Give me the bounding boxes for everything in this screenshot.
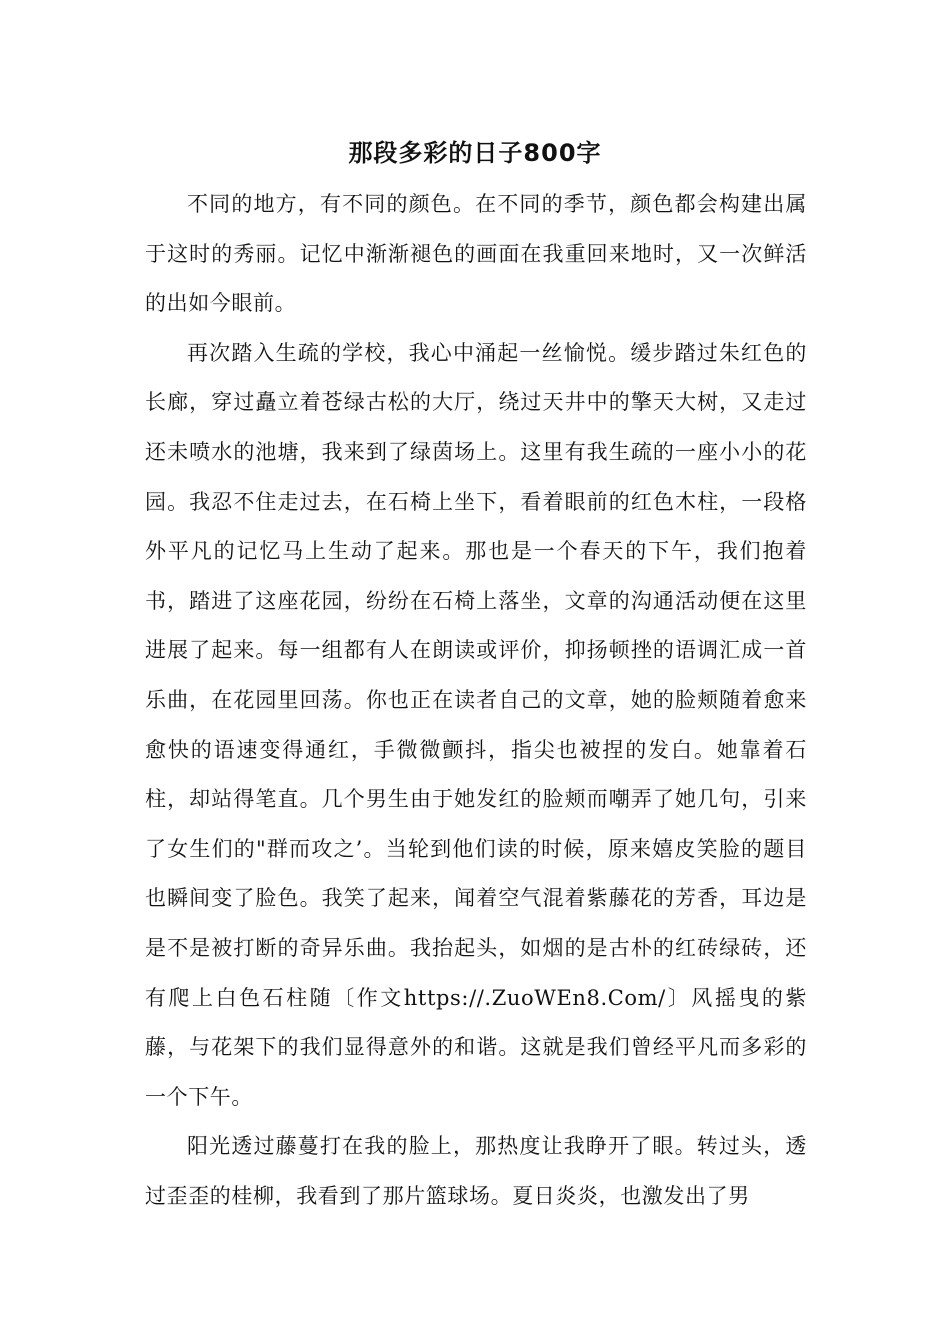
- document-body: [145, 180, 807, 1221]
- document-title: 那段多彩的日子800字: [348, 139, 602, 167]
- paragraph-1: 不同的地方，有不同的颜色。在不同的季节，颜色都会构建出属于这时的秀丽。记忆中渐渐褪色的画面在我重回来地时，又一次鲜活的出如今眼前。: [145, 192, 807, 316]
- paragraph-2: 再次踏入生疏的学校，我心中涌起一丝愉悦。缓步踏过朱红色的长廊，穿过矗立着苍绿古松的大厅，绕过天井中的擎天大树，又走过还未喷水的池塘，我来到了绿茵场上。这里有我生疏的一座小小的花园。我忍不住走过去，在石椅上坐下，看着眼前的红色木柱，一段格外平凡的记忆马上生动了起来。那也是一个春天的下午，我们抱着书，踏进了这座花园，纷纷在石椅上落坐，文章的沟通活动便在这里进展了起来。每一组都有人在朗读或评价，抑扬顿挫的语调汇成一首乐曲，在花园里回荡。你也正在读者自己的文章，她的脸颊随着愈来愈快的语速变得通红，手微微颤抖，指尖也被捏的发白。她靠着石柱，却站得笔直。几个男生由于她发红的脸颊而嘲弄了她几句，引来了女生们的"群而攻之’。当轮到他们读的时候，原来嬉皮笑脸的题目也瞬间变了脸色。我笑了起来，闻着空气混着紫藤花的芳香，耳边是是不是被打断的奇异乐曲。我抬起头，如烟的是古朴的红砖绿砖，还有爬上白色石柱随〔作文https://.ZuoWEn8.Com/〕风摇曳的紫藤，与花架下的我们显得意外的和谐。这就是我们曾经平凡而多彩的一个下午。: [145, 340, 807, 1109]
- paragraph-3: 阳光透过藤蔓打在我的脸上，那热度让我睁开了眼。转过头，透过歪歪的桂柳，我看到了那片篮球场。夏日炎炎，也激发出了男: [145, 1134, 807, 1208]
